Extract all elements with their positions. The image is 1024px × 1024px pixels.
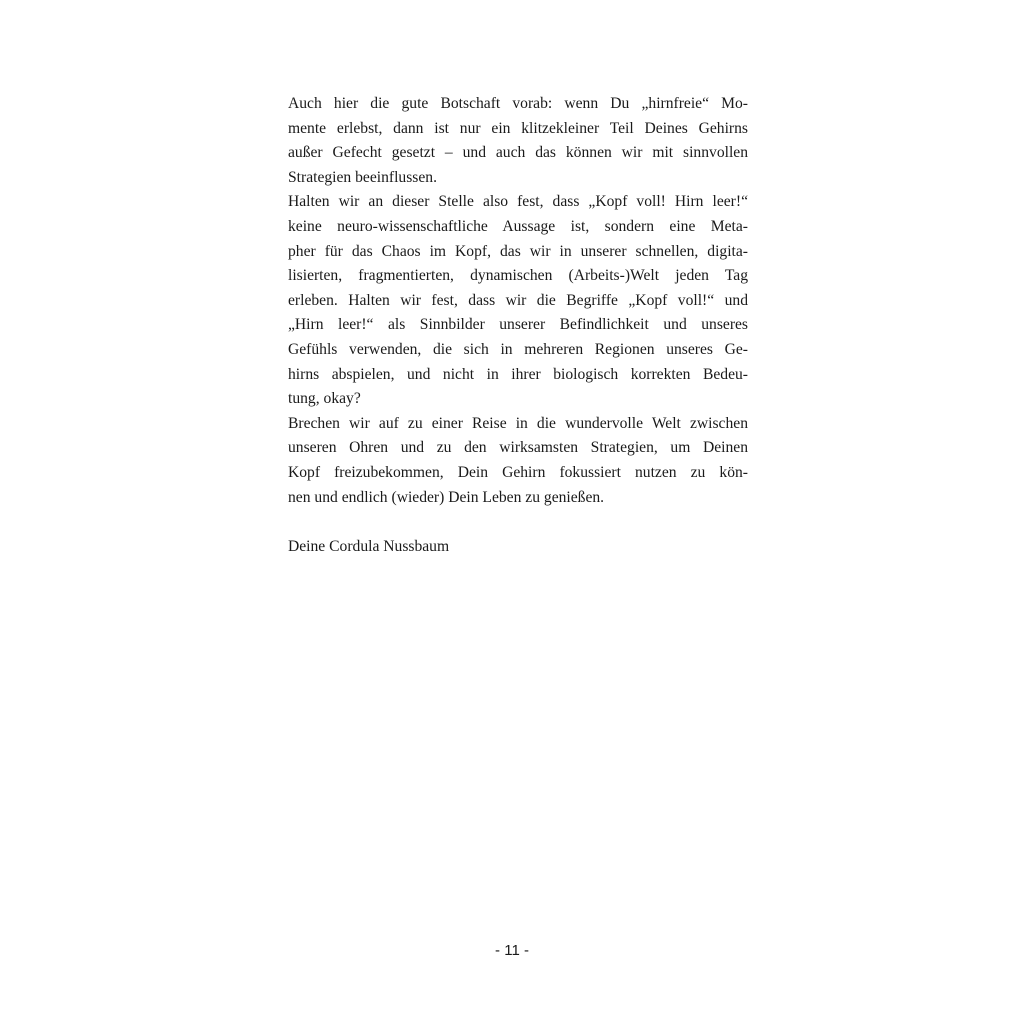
text-line: Kopf freizubekommen, Dein Gehirn fokussiert nutzen zu kön- (288, 463, 748, 481)
text-line: Strategien beeinflussen. (288, 168, 437, 186)
text-line: außer Gefecht gesetzt – und auch das können wir mit sinnvollen (288, 144, 748, 162)
paragraph-spacer (288, 510, 748, 535)
paragraph-3 (288, 412, 748, 510)
text-line: hirns abspielen, und nicht in ihrer biologisch korrekten Bedeu- (288, 365, 748, 383)
text-line: „Hirn leer!“ als Sinnbilder unserer Befindlichkeit und unseres (288, 316, 748, 334)
text-line: Halten wir an dieser Stelle also fest, dass „Kopf voll! Hirn leer!“ (288, 193, 748, 211)
paragraph-1 (288, 92, 748, 190)
text-line: lisierten, fragmentierten, dynamischen (Arbeits-)Welt jeden Tag (288, 267, 748, 285)
text-line: pher für das Chaos im Kopf, das wir in unserer schnellen, digita- (288, 242, 748, 260)
signature: Deine Cordula Nussbaum (288, 537, 450, 555)
text-line: erleben. Halten wir fest, dass wir die Begriffe „Kopf voll!“ und (288, 291, 748, 309)
text-line: Gefühls verwenden, die sich in mehreren Regionen unseres Ge- (288, 340, 748, 358)
paragraph-2 (288, 190, 748, 411)
text-line: Brechen wir auf zu einer Reise in die wundervolle Welt zwischen (288, 414, 748, 432)
text-line: unseren Ohren und zu den wirksamsten Strategien, um Deinen (288, 439, 748, 457)
text-line: keine neuro-wissenschaftliche Aussage ist, sondern eine Meta- (288, 217, 748, 235)
text-line: Auch hier die gute Botschaft vorab: wenn Du „hirnfreie“ Mo- (288, 95, 748, 112)
body-text (288, 92, 748, 559)
text-line: nen und endlich (wieder) Dein Leben zu genießen. (288, 488, 605, 506)
text-line: tung, okay? (288, 390, 361, 408)
page-number: - 11 - (495, 942, 529, 959)
text-line: mente erlebst, dann ist nur ein klitzekleiner Teil Deines Gehirns (288, 119, 748, 137)
